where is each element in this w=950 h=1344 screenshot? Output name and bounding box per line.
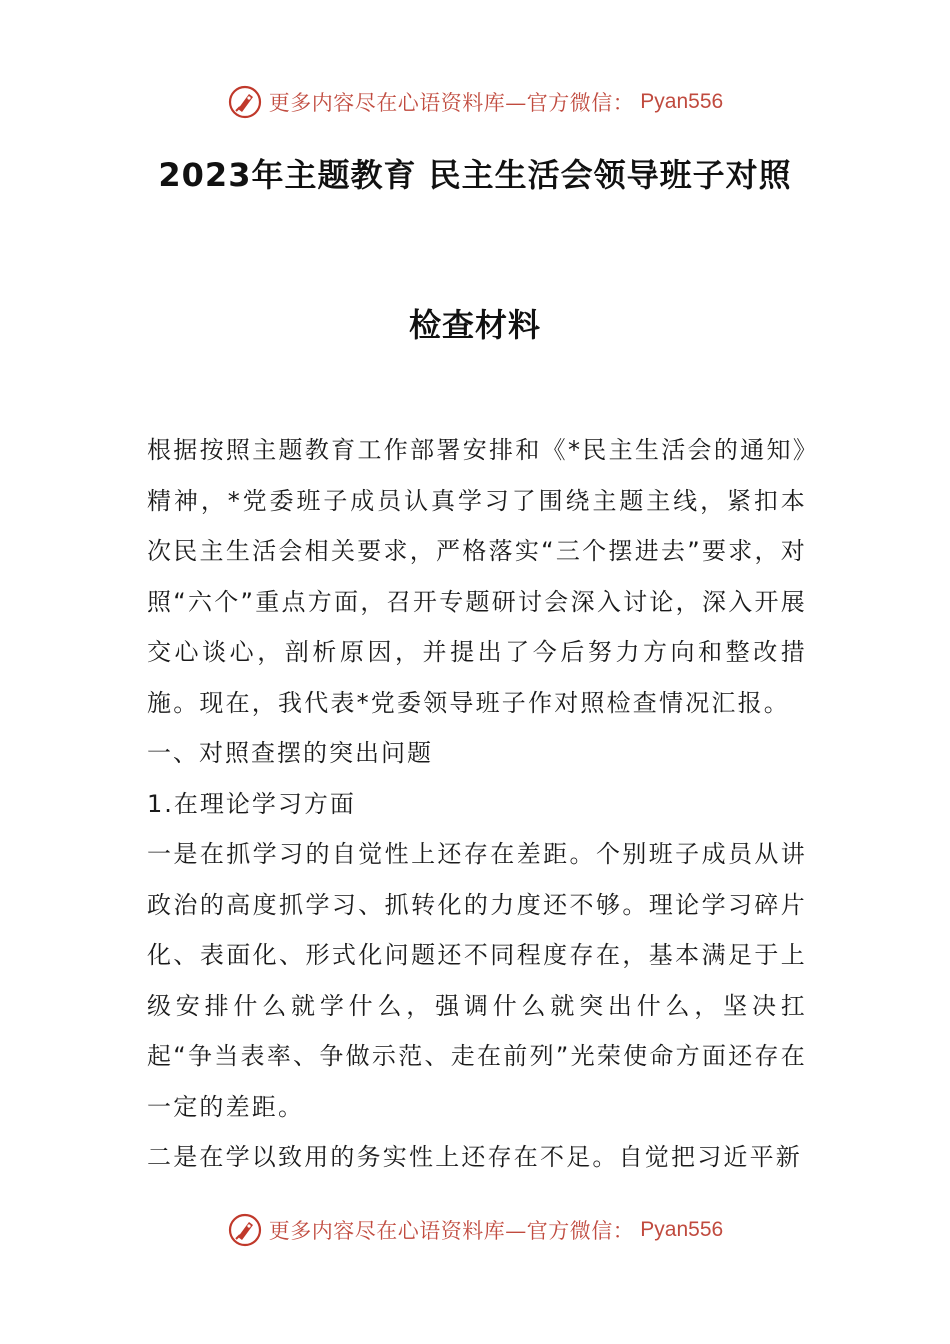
watermark-id: Pyan556 — [640, 1218, 724, 1241]
document-body — [147, 425, 807, 1183]
section-heading: 一、对照查摆的突出问题 — [147, 739, 433, 767]
intro-paragraph: 根据按照主题教育工作部署安排和《*民主生活会的通知》精神，*党委班子成员认真学习了围绕主题主线，紧扣本次民主生活会相关要求，严格落实“三个摆进去”要求，对照“六个”重点方面，召开专题研讨会深入讨论，深入开展交心谈心，剖析原因，并提出了今后努力方向和整改措施。现在，我代表*党委领导班子作对照检查情况汇报。 — [147, 436, 807, 717]
pen-nib-logo-icon — [227, 84, 263, 120]
document-title-line2: 检查材料 — [408, 306, 541, 344]
watermark-text: 更多内容尽在心语资料库—官方微信： — [268, 91, 635, 115]
watermark-id: Pyan556 — [640, 90, 724, 113]
paragraph-1: 一是在抓学习的自觉性上还存在差距。个别班子成员从讲政治的高度抓学习、抓转化的力度还不够。理论学习碎片化、表面化、形式化问题还不同程度存在，基本满足于上级安排什么就学什么，强调什么就突出什么，坚决扛起“争当表率、争做示范、走在前列”光荣使命方面还存在一定的差距。 — [147, 840, 807, 1121]
subsection-heading: 1.在理论学习方面 — [147, 789, 356, 818]
paragraph-2: 二是在学以致用的务实性上还存在不足。自觉把习近平新 — [147, 1143, 802, 1171]
document-title-line1: 2023年主题教育 民主生活会领导班子对照 — [158, 156, 792, 194]
watermark-text: 更多内容尽在心语资料库—官方微信： — [268, 1219, 635, 1243]
watermark-banner-top — [0, 82, 950, 122]
watermark-banner-bottom — [0, 1210, 950, 1250]
pen-nib-logo-icon — [227, 1212, 263, 1248]
